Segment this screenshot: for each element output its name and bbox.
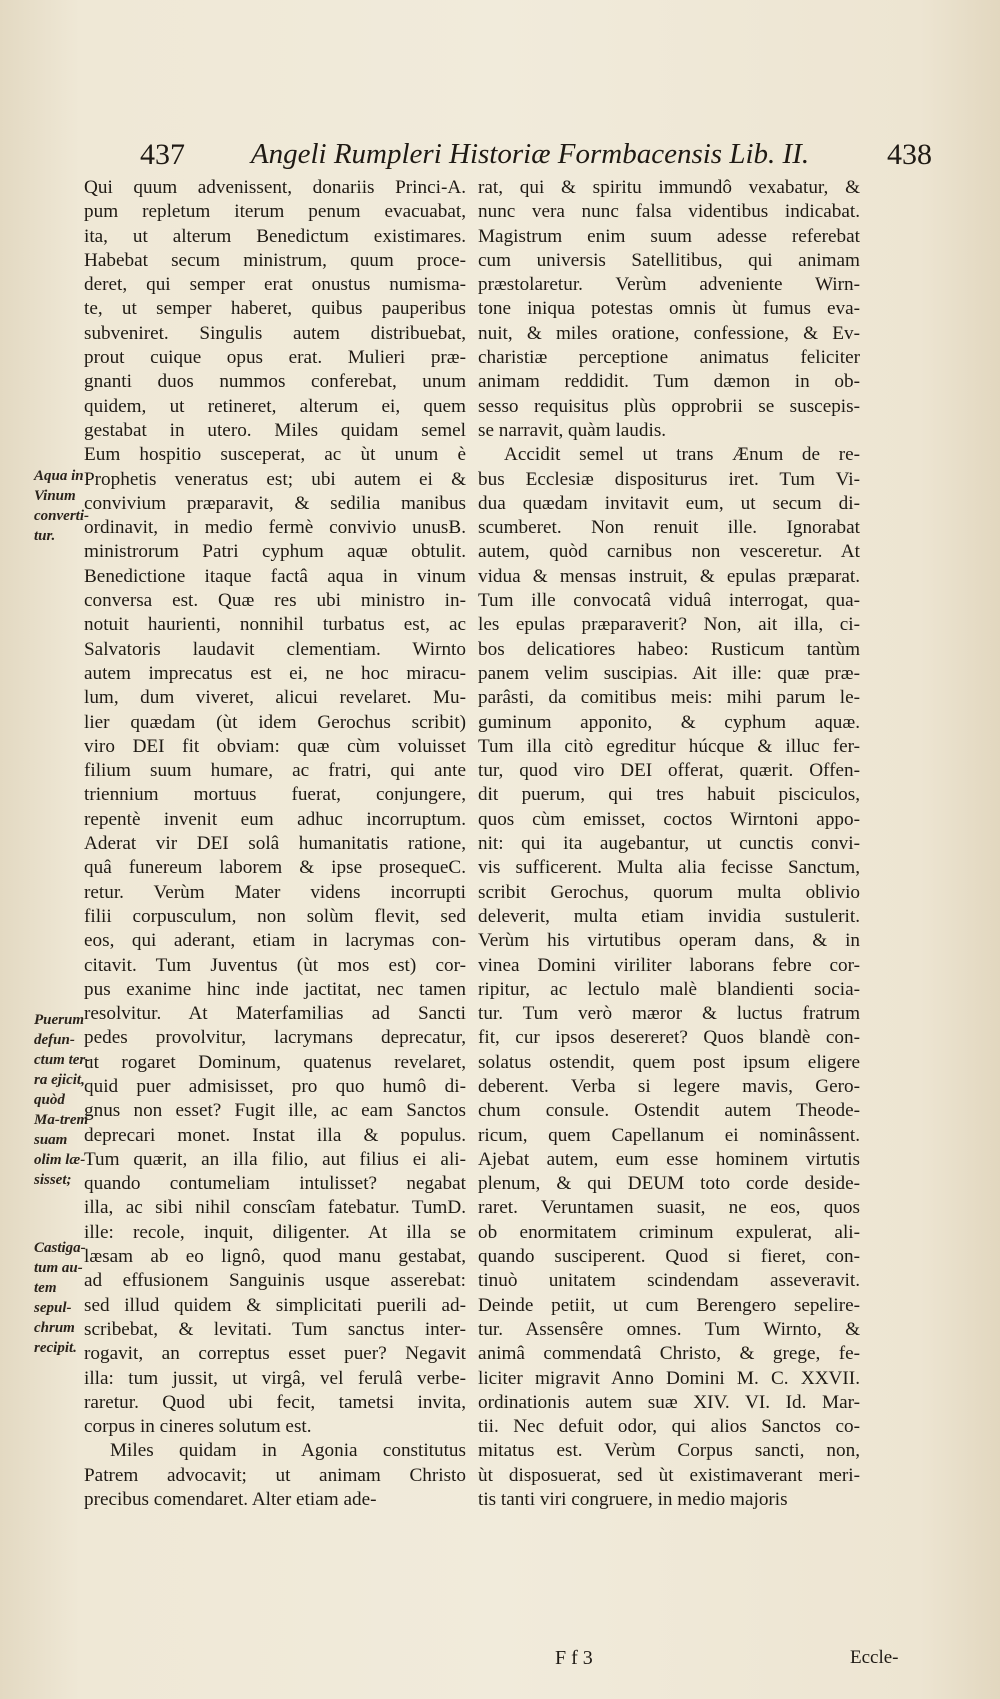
text-line: te, ut semper haberet, quibus pauperibus — [84, 298, 466, 320]
text-line: quidem, ut retineret, alterum ei, quem — [84, 395, 466, 417]
text-line: resolvitur. At Materfamilias ad Sancti — [84, 1003, 466, 1025]
text-line: deprecari monet. Instat illa & populus. — [84, 1124, 466, 1146]
text-line: cum universis Satellitibus, qui animam — [478, 249, 860, 271]
text-line: precibus comendaret. Alter etiam ade- — [84, 1489, 377, 1511]
text-line: Prophetis veneratus est; ubi autem ei & — [84, 468, 466, 490]
text-line: deleverit, multa etiam invidia sustulerit. — [478, 905, 860, 927]
signature-mark: F f 3 — [555, 1647, 593, 1669]
text-line: vis sufficerent. Multa alia fecisse Sanctum, — [478, 857, 860, 879]
text-line: Qui quum advenissent, donariis Princi-A. — [84, 177, 466, 198]
text-line: ùt disposuerat, sed ùt existimaverant meri- — [478, 1464, 860, 1486]
text-line: parâsti, da comitibus meis: mihi parum le- — [478, 687, 860, 709]
text-line: pedes provolvitur, lacrymans deprecatur, — [84, 1027, 466, 1049]
text-line: prout cuique opus erat. Mulieri præ- — [84, 347, 466, 369]
text-line: sesso requisitus plùs opprobrii se suscepis- — [478, 395, 860, 417]
text-line: conversa est. Quæ res ubi ministro in- — [84, 590, 466, 612]
text-line: Aderat vir DEI solâ humanitatis ratione, — [84, 833, 466, 855]
text-line: ita, ut alterum Benedictum existimares. — [84, 225, 466, 247]
text-line: triennium mortuus fuerat, conjungere, — [84, 784, 466, 806]
text-line: tis tanti viri congruere, in medio majoris — [478, 1489, 788, 1511]
text-line: gestabat in utero. Miles quidam semel — [84, 419, 466, 441]
text-line: notuit haurienti, nonnihil turbatus est, ac — [84, 614, 466, 636]
text-line: liciter migravit Anno Domini M. C. XXVII. — [478, 1367, 860, 1389]
text-line: lum, dum viveret, alicui revelaret. Mu- — [84, 687, 466, 709]
text-line: deberent. Verba si legere mavis, Gero- — [478, 1075, 860, 1097]
text-line: ricum, quem Capellanum ei nominâssent. — [478, 1124, 860, 1146]
text-line: Patrem advocavit; ut animam Christo — [84, 1464, 466, 1486]
text-line: Benedictione itaque factâ aqua in vinum — [84, 565, 466, 587]
text-line: lier quædam (ùt idem Gerochus scribit) — [84, 711, 466, 733]
text-line: Habebat secum ministrum, quum proce- — [84, 249, 466, 271]
text-line: ob enormitatem criminum expulerat, ali- — [478, 1221, 860, 1243]
text-line: filii corpusculum, non solùm flevit, sed — [84, 905, 466, 927]
text-line: corpus in cineres solutum est. — [84, 1416, 312, 1438]
text-line: sed illud quidem & simplicitati puerili ad- — [84, 1294, 466, 1316]
text-line: quando susciperent. Quod si fieret, con- — [478, 1246, 860, 1268]
text-line: solatus ostendit, quem post ipsum eligere — [478, 1051, 860, 1073]
text-line: citavit. Tum Juventus (ùt mos est) cor- — [84, 954, 466, 976]
text-line: Deinde petiit, ut cum Berengero sepelire- — [478, 1294, 860, 1316]
text-line: nunc vera nunc falsa videntibus indicabat. — [478, 201, 860, 223]
text-line: Magistrum enim suum adesse referebat — [478, 225, 860, 247]
text-line: animam reddidit. Tum dæmon in ob- — [478, 371, 860, 393]
text-line: panem velim suscipias. Ait ille: quæ præ- — [478, 662, 860, 684]
text-line: deret, qui semper erat onustus numisma- — [84, 274, 466, 296]
text-line: ministrorum Patri cyphum aquæ obtulit. — [84, 541, 466, 563]
text-line: repentè invenit eum adhuc incorruptum. — [84, 808, 466, 830]
text-line: autem, quòd carnibus non vesceretur. At — [478, 541, 860, 563]
text-line: quid puer admisisset, pro quo humô di- — [84, 1075, 466, 1097]
text-line: illa, ac sibi nihil conscîam fatebatur. TumD. — [84, 1197, 466, 1219]
text-line: Eum hospitio susceperat, ac ùt unum è — [84, 444, 466, 466]
margin-note-dead-boy: Puerum defun-ctum ter-ra ejicit, quòd Ma-trem suam olim læ-sisset; — [34, 1012, 91, 1188]
text-line: quos cùm emisset, coctos Wirntoni appo- — [478, 808, 860, 830]
text-line: raretur. Quod ubi fecit, tametsi invita, — [84, 1391, 466, 1413]
text-line: læsam ab eo lignô, quod manu gestabat, — [84, 1246, 466, 1268]
left-text-column — [84, 176, 466, 1512]
text-line: ut rogaret Dominum, quatenus revelaret, — [84, 1051, 466, 1073]
text-line: autem imprecatus est ei, ne hoc miracu- — [84, 662, 466, 684]
text-line: gnus non esset? Fugit ille, ac eam Sanctos — [84, 1100, 466, 1122]
text-line: præstolaretur. Verùm adveniente Wirn- — [478, 274, 860, 296]
text-line: raret. Veruntamen suasit, ne eos, quos — [478, 1197, 860, 1219]
text-line: bos delicatiores habeo: Rusticum tantùm — [478, 638, 860, 660]
text-line: retur. Verùm Mater videns incorrupti — [84, 881, 466, 903]
running-title: Angeli Rumpleri Historiæ Formbacensis Lib. II. — [250, 138, 810, 170]
text-line: filium suum humare, ac fratri, qui ante — [84, 760, 466, 782]
text-line: pus exanime hinc inde jactitat, nec tamen — [84, 978, 466, 1000]
text-line: convivium præparavit, & sedilia manibus — [84, 492, 466, 514]
text-line: scumberet. Non renuit ille. Ignorabat — [478, 517, 860, 539]
text-line: mitatus est. Verùm Corpus sancti, non, — [478, 1440, 860, 1462]
text-line: dit puerum, qui tres habuit pisciculos, — [478, 784, 860, 806]
right-text-column — [478, 176, 860, 1512]
margin-note-punished: Castiga-tum au-tem sepul-chrum recipit. — [34, 1240, 86, 1356]
text-line: scribebat, & levitati. Tum sanctus inter- — [84, 1318, 466, 1340]
text-line: tur. Tum verò mæror & luctus fratrum — [478, 1003, 860, 1025]
text-line: tinuò unitatem scindendam asseveravit. — [478, 1270, 860, 1292]
text-line: dua quædam invitavit eum, ut secum di- — [478, 492, 860, 514]
text-line: vinea Domini viriliter laborans febre cor- — [478, 954, 860, 976]
text-line: charistiæ perceptione animatus feliciter — [478, 347, 860, 369]
margin-note-water-to-wine: Aqua in Vinum converti-tur. — [34, 468, 89, 544]
text-line: ripitur, ac lectulo malè blandienti socia- — [478, 978, 860, 1000]
text-line: rogavit, an correptus esset puer? Negavit — [84, 1343, 466, 1365]
text-line: Tum quærit, an illa filio, aut filius ei ali- — [84, 1148, 466, 1170]
text-line: se narravit, quàm laudis. — [478, 419, 667, 441]
catchword: Eccle- — [850, 1647, 899, 1668]
text-line: Miles quidam in Agonia constitutus — [110, 1440, 466, 1462]
text-line: Tum ille convocatâ viduâ interrogat, qua- — [478, 590, 860, 612]
text-line: rat, qui & spiritu immundô vexabatur, & — [478, 177, 860, 198]
text-line: fit, cur ipsos desereret? Quos blandè con- — [478, 1027, 860, 1049]
text-line: bus Ecclesiæ dispositurus iret. Tum Vi- — [478, 468, 860, 490]
text-line: nit: qui ita augebantur, ut cunctis convi- — [478, 833, 860, 855]
text-line: Ajebat autem, eum esse hominem virtutis — [478, 1148, 860, 1170]
text-line: ordinavit, in medio fermè convivio unusB. — [84, 517, 466, 539]
text-line: guminum apponito, & cyphum aquæ. — [478, 711, 860, 733]
page-number-left: 437 — [140, 138, 185, 171]
text-line: ille: recole, inquit, diligenter. At illa se — [84, 1221, 466, 1243]
text-line: chum consule. Ostendit autem Theode- — [478, 1100, 860, 1122]
text-line: tone iniqua potestas omnis ùt fumus eva- — [478, 298, 860, 320]
text-line: vidua & mensas instruit, & epulas præparat. — [478, 565, 860, 587]
text-line: les epulas præparaverit? Non, ait illa, ci- — [478, 614, 860, 636]
page-number-right: 438 — [887, 138, 932, 171]
text-line: subveniret. Singulis autem distribuebat, — [84, 322, 466, 344]
text-line: Accidit semel ut trans Ænum de re- — [504, 444, 860, 466]
text-line: Tum illa citò egreditur húcque & illuc fer- — [478, 735, 860, 757]
text-line: pum repletum iterum penum evacuabat, — [84, 201, 466, 223]
text-line: ad effusionem Sanguinis usque asserebat: — [84, 1270, 466, 1292]
text-line: viro DEI fit obviam: quæ cùm voluisset — [84, 735, 466, 757]
text-line: eos, qui aderant, etiam in lacrymas con- — [84, 930, 466, 952]
text-line: quando contumeliam intulisset? negabat — [84, 1173, 466, 1195]
text-line: tur, quod viro DEI offerat, quærit. Offen- — [478, 760, 860, 782]
page-header — [140, 138, 932, 178]
text-line: gnanti duos nummos conferebat, unum — [84, 371, 466, 393]
text-line: quâ funereum laborem & ipse prosequeC. — [84, 857, 466, 879]
text-line: tii. Nec defuit odor, qui alios Sanctos co- — [478, 1416, 860, 1438]
text-line: nuit, & miles oratione, confessione, & Ev- — [478, 322, 860, 344]
text-line: animâ commendatâ Christo, & grege, fe- — [478, 1343, 860, 1365]
text-line: plenum, & qui DEUM toto corde deside- — [478, 1173, 860, 1195]
text-line: tur. Assensêre omnes. Tum Wirnto, & — [478, 1318, 860, 1340]
text-line: scribit Gerochus, quorum multa oblivio — [478, 881, 860, 903]
text-line: Verùm his virtutibus operam dans, & in — [478, 930, 860, 952]
text-line: Salvatoris laudavit clementiam. Wirnto — [84, 638, 466, 660]
text-line: illa: tum jussit, ut virgâ, vel ferulâ verbe- — [84, 1367, 466, 1389]
text-line: ordinationis autem suæ XIV. VI. Id. Mar- — [478, 1391, 860, 1413]
